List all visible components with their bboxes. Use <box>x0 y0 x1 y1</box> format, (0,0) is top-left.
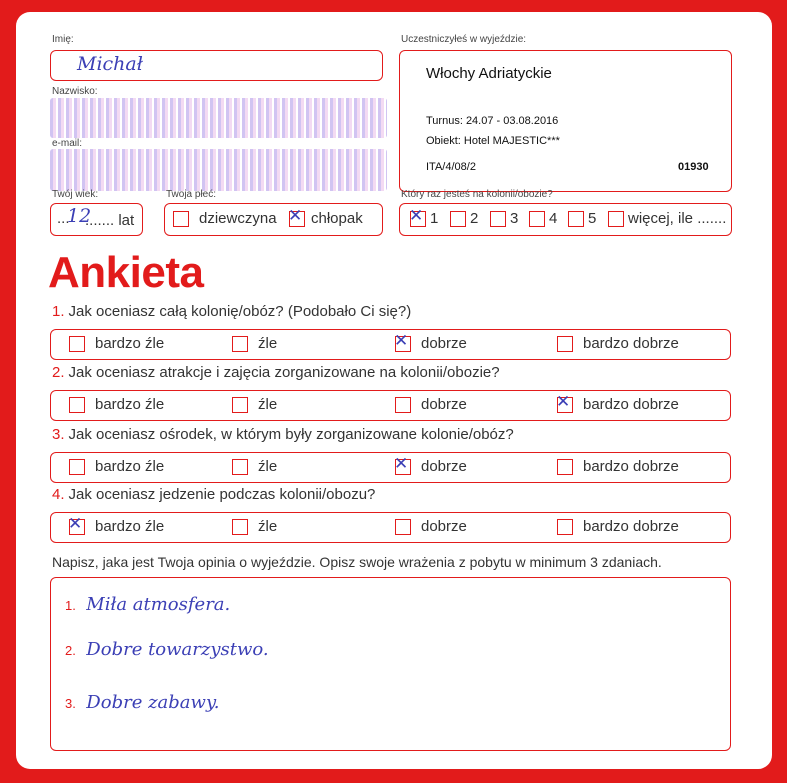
opinion-line-3 <box>65 692 219 713</box>
rating-label: bardzo dobrze <box>583 458 679 475</box>
trip-label: Uczestniczyłeś w wyjeździe: <box>401 34 527 45</box>
question-3 <box>52 426 514 443</box>
rating-label: bardzo źle <box>95 518 165 535</box>
trip-info-box <box>399 50 732 192</box>
times-option-2: 2 <box>470 210 479 227</box>
rating-checkbox-bardzo-źle[interactable] <box>69 519 85 535</box>
rating-label: dobrze <box>421 335 467 352</box>
name-value: Michał <box>77 53 143 75</box>
surname-redacted <box>50 98 387 138</box>
rating-row-1 <box>50 329 731 360</box>
rating-checkbox-bardzo-dobrze[interactable] <box>557 336 573 352</box>
age-value: 12 <box>67 205 92 227</box>
opinion-line-2-num: 2. <box>65 643 76 658</box>
survey-sheet <box>16 12 772 769</box>
question-number: 3. <box>52 426 65 443</box>
rating-checkbox-bardzo-źle[interactable] <box>69 459 85 475</box>
opinion-line-2 <box>65 639 269 660</box>
rating-label: dobrze <box>421 518 467 535</box>
rating-checkbox-bardzo-dobrze[interactable] <box>557 459 573 475</box>
trip-number: 01930 <box>678 161 709 173</box>
email-label: e-mail: <box>52 138 83 149</box>
rating-row-2 <box>50 390 731 421</box>
rating-label: bardzo źle <box>95 458 165 475</box>
rating-checkbox-źle[interactable] <box>232 336 248 352</box>
question-text: Jak oceniasz atrakcje i zajęcia zorganizowane na kolonii/obozie? <box>68 364 500 381</box>
rating-checkbox-dobrze[interactable] <box>395 397 411 413</box>
times-option-5: 5 <box>588 210 597 227</box>
rating-label: bardzo dobrze <box>583 335 679 352</box>
age-field[interactable] <box>50 203 143 236</box>
opinion-line-3-text: Dobre zabawy. <box>86 692 220 713</box>
times-option-4: 4 <box>549 210 558 227</box>
age-prefix: ... <box>57 210 70 227</box>
opinion-line-3-num: 3. <box>65 696 76 711</box>
surname-label: Nazwisko: <box>52 86 98 97</box>
checkbox-times-2[interactable] <box>450 211 466 227</box>
trip-turnus: Turnus: 24.07 - 03.08.2016 <box>426 115 559 127</box>
opinion-line-1 <box>65 594 230 615</box>
opinion-prompt: Napisz, jaka jest Twoja opinia o wyjeździe. Opisz swoje wrażenia z pobytu w minimum 3 zdaniach. <box>52 554 662 570</box>
question-number: 4. <box>52 486 65 503</box>
rating-label: źle <box>258 518 278 535</box>
rating-label: źle <box>258 458 278 475</box>
rating-checkbox-dobrze[interactable] <box>395 336 411 352</box>
rating-checkbox-dobrze[interactable] <box>395 459 411 475</box>
times-group <box>399 203 732 236</box>
times-option-1: 1 <box>430 210 439 227</box>
opinion-line-1-num: 1. <box>65 598 76 613</box>
trip-code: ITA/4/08/2 <box>426 161 476 173</box>
rating-row-4 <box>50 512 731 543</box>
question-text: Jak oceniasz całą kolonię/obóz? (Podobało Ci się?) <box>68 303 412 320</box>
checkbox-times-4[interactable] <box>529 211 545 227</box>
question-4 <box>52 486 375 503</box>
rating-checkbox-dobrze[interactable] <box>395 519 411 535</box>
rating-checkbox-bardzo-dobrze[interactable] <box>557 397 573 413</box>
checkbox-times-3[interactable] <box>490 211 506 227</box>
name-field[interactable] <box>50 50 383 81</box>
rating-row-3 <box>50 452 731 483</box>
age-suffix: ....... lat <box>85 212 135 229</box>
checkbox-times-1[interactable] <box>410 211 426 227</box>
question-text: Jak oceniasz jedzenie podczas kolonii/obozu? <box>68 486 376 503</box>
rating-checkbox-bardzo-dobrze[interactable] <box>557 519 573 535</box>
gender-label: Twoja płeć: <box>166 189 217 200</box>
rating-label: dobrze <box>421 458 467 475</box>
question-1 <box>52 303 411 320</box>
rating-checkbox-źle[interactable] <box>232 519 248 535</box>
checkbox-times-5[interactable] <box>568 211 584 227</box>
page-title: Ankieta <box>48 248 204 297</box>
checkbox-dziewczyna[interactable] <box>173 211 189 227</box>
checkbox-times-more[interactable] <box>608 211 624 227</box>
question-number: 1. <box>52 303 65 320</box>
checkbox-chlopak[interactable] <box>289 211 305 227</box>
rating-checkbox-źle[interactable] <box>232 459 248 475</box>
trip-obiekt: Obiekt: Hotel MAJESTIC*** <box>426 135 560 147</box>
opinion-line-2-text: Dobre towarzystwo. <box>86 639 269 660</box>
age-label: Twój wiek: <box>52 189 99 200</box>
rating-label: bardzo dobrze <box>583 518 679 535</box>
rating-label: dobrze <box>421 396 467 413</box>
gender-female-label: dziewczyna <box>199 210 277 227</box>
times-option-3: 3 <box>510 210 519 227</box>
email-redacted <box>50 149 387 191</box>
rating-checkbox-bardzo-źle[interactable] <box>69 336 85 352</box>
opinion-line-1-text: Miła atmosfera. <box>86 594 231 615</box>
rating-checkbox-bardzo-źle[interactable] <box>69 397 85 413</box>
question-2 <box>52 364 500 381</box>
times-option-more: więcej, ile ....... <box>628 210 727 227</box>
name-label: Imię: <box>52 34 74 45</box>
rating-label: źle <box>258 335 278 352</box>
rating-checkbox-źle[interactable] <box>232 397 248 413</box>
gender-male-label: chłopak <box>311 210 363 227</box>
question-number: 2. <box>52 364 65 381</box>
gender-group <box>164 203 383 236</box>
times-label: Który raz jesteś na kolonii/obozie? <box>401 189 553 200</box>
rating-label: bardzo źle <box>95 396 165 413</box>
rating-label: bardzo dobrze <box>583 396 679 413</box>
rating-label: bardzo źle <box>95 335 165 352</box>
rating-label: źle <box>258 396 278 413</box>
trip-destination: Włochy Adriatyckie <box>426 65 552 82</box>
opinion-textarea[interactable] <box>50 577 731 751</box>
question-text: Jak oceniasz ośrodek, w którym były zorganizowane kolonie/obóz? <box>68 426 514 443</box>
